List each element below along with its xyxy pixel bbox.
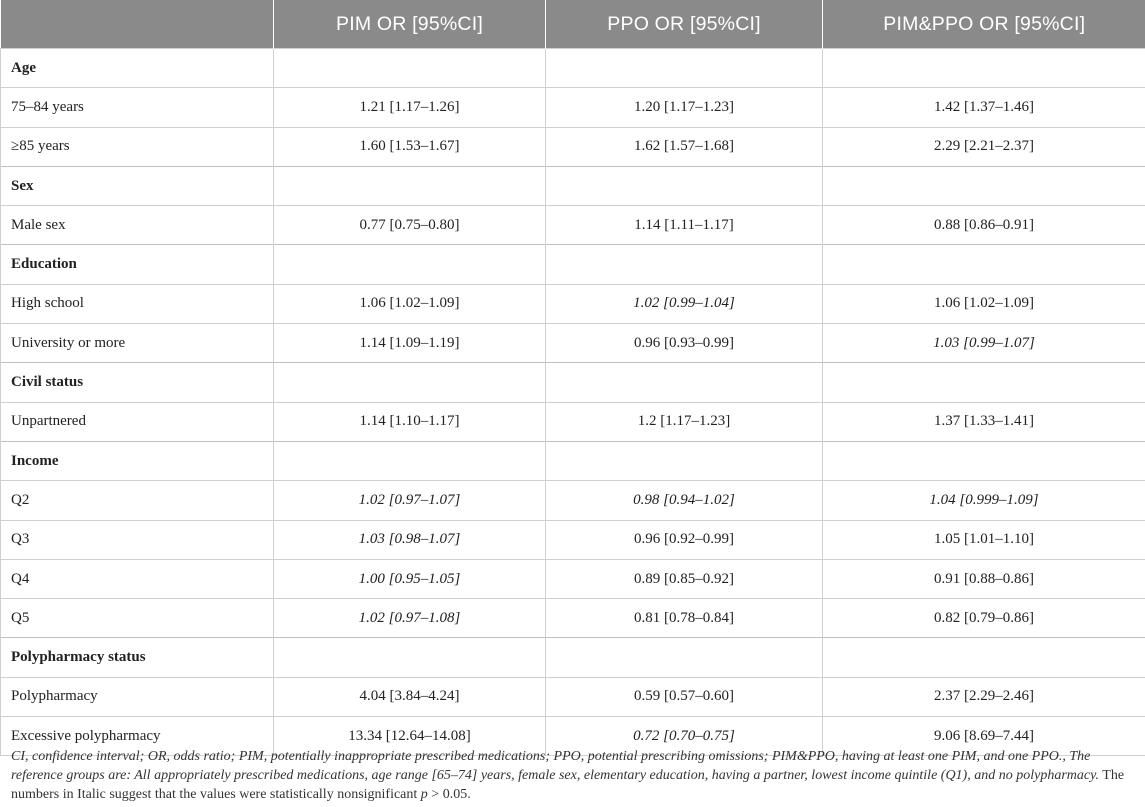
cell-pim: 1.21 [1.17–1.26] xyxy=(274,88,546,127)
footnote-p-symbol: p xyxy=(420,787,428,802)
cell-pim: 13.34 [12.64–14.08] xyxy=(274,717,546,756)
cell-pim-ppo: 0.88 [0.86–0.91] xyxy=(823,206,1145,245)
header-pim-ppo: PIM&PPO OR [95%CI] xyxy=(823,0,1145,49)
cell-pim-ppo xyxy=(823,638,1145,677)
cell-ppo: 1.2 [1.17–1.23] xyxy=(546,402,823,441)
cell-ppo: 1.62 [1.57–1.68] xyxy=(546,127,823,166)
row-label: Polypharmacy xyxy=(1,677,274,716)
row-label: Q3 xyxy=(1,520,274,559)
cell-pim-ppo: 0.82 [0.79–0.86] xyxy=(823,599,1145,638)
section-row xyxy=(1,441,1145,480)
table-row xyxy=(1,88,1145,127)
row-label: Civil status xyxy=(1,363,274,402)
cell-ppo xyxy=(546,49,823,88)
footnote-threshold: > 0.05. xyxy=(427,787,471,802)
cell-ppo xyxy=(546,638,823,677)
cell-pim-ppo: 2.29 [2.21–2.37] xyxy=(823,127,1145,166)
cell-pim xyxy=(274,49,546,88)
cell-ppo xyxy=(546,363,823,402)
footnote-significance: The numbers in Italic suggest that the values were statistically nonsignificant xyxy=(11,768,1125,802)
cell-pim-ppo: 1.37 [1.33–1.41] xyxy=(823,402,1145,441)
cell-ppo: 0.72 [0.70–0.75] xyxy=(546,717,823,756)
cell-pim-ppo: 1.04 [0.999–1.09] xyxy=(823,481,1145,520)
row-label: Age xyxy=(1,49,274,88)
cell-ppo: 0.81 [0.78–0.84] xyxy=(546,599,823,638)
cell-pim: 4.04 [3.84–4.24] xyxy=(274,677,546,716)
table-row xyxy=(1,677,1145,716)
table-row xyxy=(1,599,1145,638)
table-row xyxy=(1,520,1145,559)
row-label: Sex xyxy=(1,166,274,205)
table-row xyxy=(1,481,1145,520)
table-header xyxy=(1,0,1145,49)
cell-pim-ppo: 2.37 [2.29–2.46] xyxy=(823,677,1145,716)
section-row xyxy=(1,49,1145,88)
cell-pim-ppo: 1.03 [0.99–1.07] xyxy=(823,324,1145,363)
cell-ppo: 0.59 [0.57–0.60] xyxy=(546,677,823,716)
row-label: Q5 xyxy=(1,599,274,638)
cell-pim-ppo: 1.42 [1.37–1.46] xyxy=(823,88,1145,127)
table-row xyxy=(1,284,1145,323)
cell-ppo xyxy=(546,166,823,205)
section-row xyxy=(1,245,1145,284)
cell-ppo: 0.98 [0.94–1.02] xyxy=(546,481,823,520)
cell-pim-ppo xyxy=(823,363,1145,402)
row-label: Education xyxy=(1,245,274,284)
row-label: 75–84 years xyxy=(1,88,274,127)
cell-pim: 1.14 [1.10–1.17] xyxy=(274,402,546,441)
cell-pim-ppo xyxy=(823,49,1145,88)
row-label: Q4 xyxy=(1,559,274,598)
section-row xyxy=(1,638,1145,677)
cell-pim: 1.06 [1.02–1.09] xyxy=(274,284,546,323)
row-label: Excessive polypharmacy xyxy=(1,717,274,756)
cell-pim: 1.60 [1.53–1.67] xyxy=(274,127,546,166)
cell-pim: 1.02 [0.97–1.07] xyxy=(274,481,546,520)
cell-pim: 1.03 [0.98–1.07] xyxy=(274,520,546,559)
cell-pim: 1.00 [0.95–1.05] xyxy=(274,559,546,598)
row-label: High school xyxy=(1,284,274,323)
cell-ppo: 0.89 [0.85–0.92] xyxy=(546,559,823,598)
cell-pim-ppo xyxy=(823,166,1145,205)
row-label: University or more xyxy=(1,324,274,363)
cell-pim: 1.14 [1.09–1.19] xyxy=(274,324,546,363)
cell-pim-ppo: 1.05 [1.01–1.10] xyxy=(823,520,1145,559)
cell-pim: 0.77 [0.75–0.80] xyxy=(274,206,546,245)
cell-pim-ppo: 0.91 [0.88–0.86] xyxy=(823,559,1145,598)
table-body xyxy=(1,49,1145,756)
cell-ppo: 1.02 [0.99–1.04] xyxy=(546,284,823,323)
header-pim: PIM OR [95%CI] xyxy=(274,0,546,49)
cell-pim: 1.02 [0.97–1.08] xyxy=(274,599,546,638)
cell-pim xyxy=(274,363,546,402)
row-label: Q2 xyxy=(1,481,274,520)
cell-ppo xyxy=(546,441,823,480)
section-row xyxy=(1,363,1145,402)
cell-pim xyxy=(274,245,546,284)
cell-pim-ppo: 1.06 [1.02–1.09] xyxy=(823,284,1145,323)
row-label: Unpartnered xyxy=(1,402,274,441)
cell-ppo: 0.96 [0.93–0.99] xyxy=(546,324,823,363)
row-label: Polypharmacy status xyxy=(1,638,274,677)
cell-pim-ppo xyxy=(823,441,1145,480)
row-label: Male sex xyxy=(1,206,274,245)
cell-pim-ppo xyxy=(823,245,1145,284)
table-row xyxy=(1,559,1145,598)
footnote-definitions: CI, confidence interval; OR, odds ratio; PIM, potentially inappropriate prescribed medications; PPO, potential prescribing omissions; PIM&PPO, having at least one PIM, and one PPO., The reference groups are: All appropriately prescribed medications, age range [65–74] years, female sex, elementary education, having a partner, lowest income quintile (Q1), and no polypharmacy. xyxy=(11,749,1100,783)
row-label: ≥85 years xyxy=(1,127,274,166)
header-variable xyxy=(1,0,274,49)
table-row xyxy=(1,402,1145,441)
cell-ppo: 0.96 [0.92–0.99] xyxy=(546,520,823,559)
section-row xyxy=(1,166,1145,205)
header-ppo: PPO OR [95%CI] xyxy=(546,0,823,49)
row-label: Income xyxy=(1,441,274,480)
table-row xyxy=(1,324,1145,363)
table-row xyxy=(1,127,1145,166)
table-footnote xyxy=(11,747,1139,804)
cell-pim xyxy=(274,166,546,205)
cell-pim xyxy=(274,441,546,480)
cell-ppo: 1.20 [1.17–1.23] xyxy=(546,88,823,127)
cell-ppo: 1.14 [1.11–1.17] xyxy=(546,206,823,245)
table-row xyxy=(1,206,1145,245)
cell-ppo xyxy=(546,245,823,284)
cell-pim-ppo: 9.06 [8.69–7.44] xyxy=(823,717,1145,756)
cell-pim xyxy=(274,638,546,677)
